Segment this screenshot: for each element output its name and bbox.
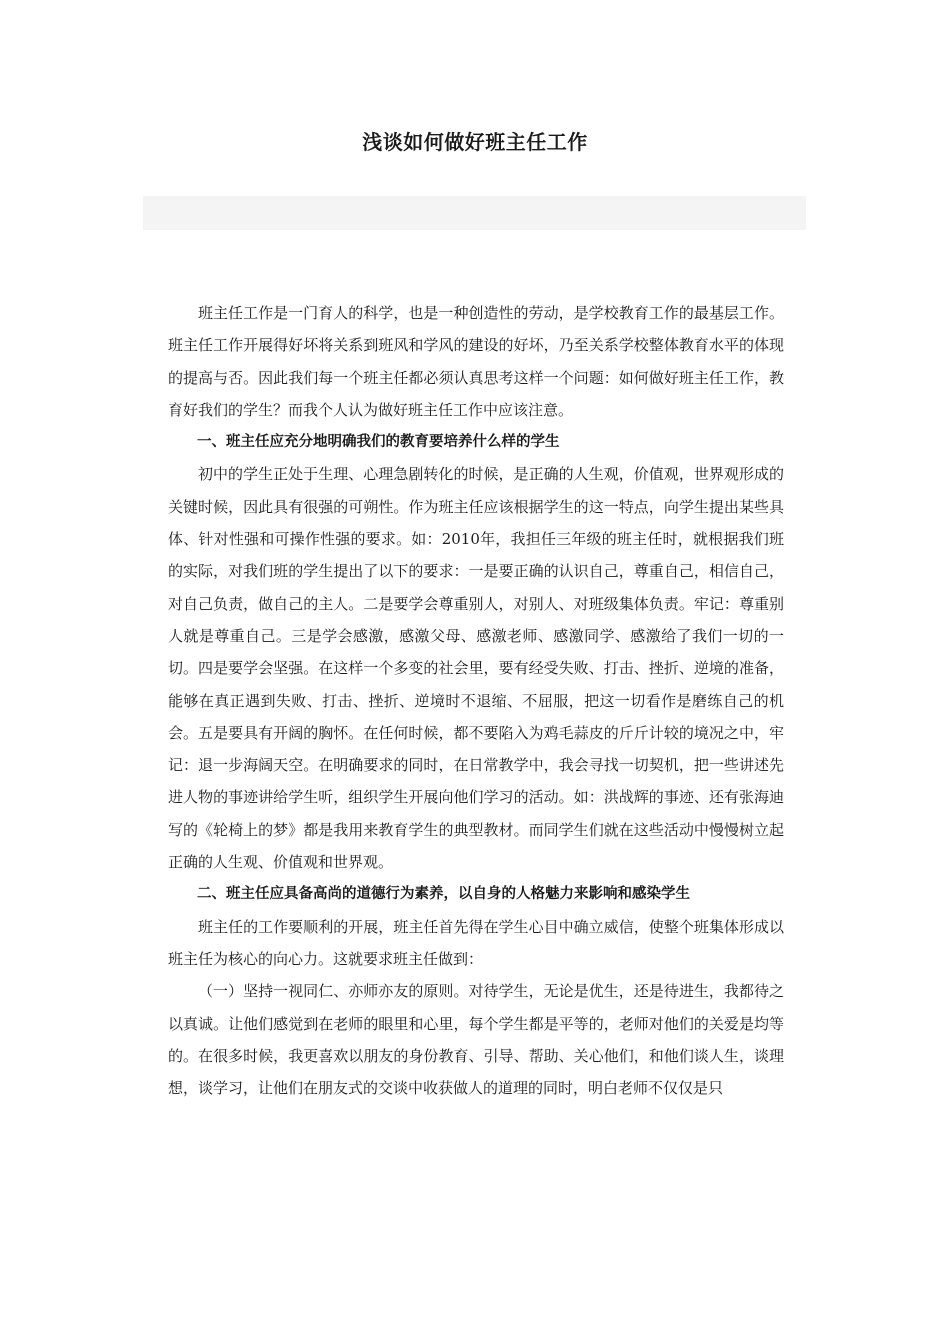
- paragraph: 班主任工作是一门育人的科学，也是一种创造性的劳动，是学校教育工作的最基层工作。班主任工作开展得好坏将关系到班风和学风的建设的好坏，乃至关系学校整体教育水平的体现的提高与否。因此我们每一个班主任都必须认真思考这样一个问题：如何做好班主任工作，教育好我们的学生？而我个人认为做好班主任工作中应该注意。: [168, 304, 784, 419]
- paragraph: （一）坚持一视同仁、亦师亦友的原则。对待学生，无论是优生，还是待进生，我都待之以真诚。让他们感觉到在老师的眼里和心里，每个学生都是平等的，老师对他们的关爱是均等的。在很多时候，我更喜欢以朋友的身份教育、引导、帮助、关心他们，和他们谈人生，谈理想，谈学习，让他们在朋友式的交谈中收获做人的道理的同时，明白老师不仅仅是只: [168, 982, 784, 1098]
- document-body: [168, 297, 784, 1104]
- paragraph: 初中的学生正处于生理、心理急剧转化的时候，是正确的人生观，价值观，世界观形成的关键时候，因此具有很强的可朔性。作为班主任应该根据学生的这一特点，向学生提出某些具体、针对性强和可操作性强的要求。如：2010年，我担任三年级的班主任时，就根据我们班的实际，对我们班的学生提出了以下的要求：一是要正确的认识自己，尊重自己，相信自己，对自己负责，做自己的主人。二是要学会尊重别人，对别人、对班级集体负责。牢记：尊重别人就是尊重自己。三是学会感激，感激父母、感激老师、感激同学、感激给了我们一切的一切。四是要学会坚强。在这样一个多变的社会里，要有经受失败、打击、挫折、逆境的准备，能够在真正遇到失败、打击、挫折、逆境时不退缩、不屈服，把这一切看作是磨练自己的机会。五是要具有开阔的胸怀。在任何时候，都不要陷入为鸡毛蒜皮的斤斤计较的境况之中，牢记：退一步海阔天空。在明确要求的同时，在日常教学中，我会寻找一切契机，把一些讲述先进人物的事迹讲给学生听，组织学生开展向他们学习的活动。如：洪战辉的事迹、还有张海迪写的《轮椅上的梦》都是我用来教育学生的典型教材。而同学生们就在这些活动中慢慢树立起正确的人生观、价值观和世界观。: [168, 465, 784, 872]
- section-heading: 一、班主任应充分地明确我们的教育要培养什么样的学生: [197, 434, 560, 451]
- paragraph: 班主任的工作要顺利的开展，班主任首先得在学生心目中确立威信，使整个班集体形成以班主任为核心的向心力。这就要求班主任做到：: [168, 917, 784, 968]
- section-heading: 二、班主任应具备高尚的道德行为素养，以自身的人格魅力来影响和感染学生: [197, 886, 690, 903]
- document-title: 浅谈如何做好班主任工作: [362, 130, 588, 154]
- banner-placeholder: [143, 196, 806, 230]
